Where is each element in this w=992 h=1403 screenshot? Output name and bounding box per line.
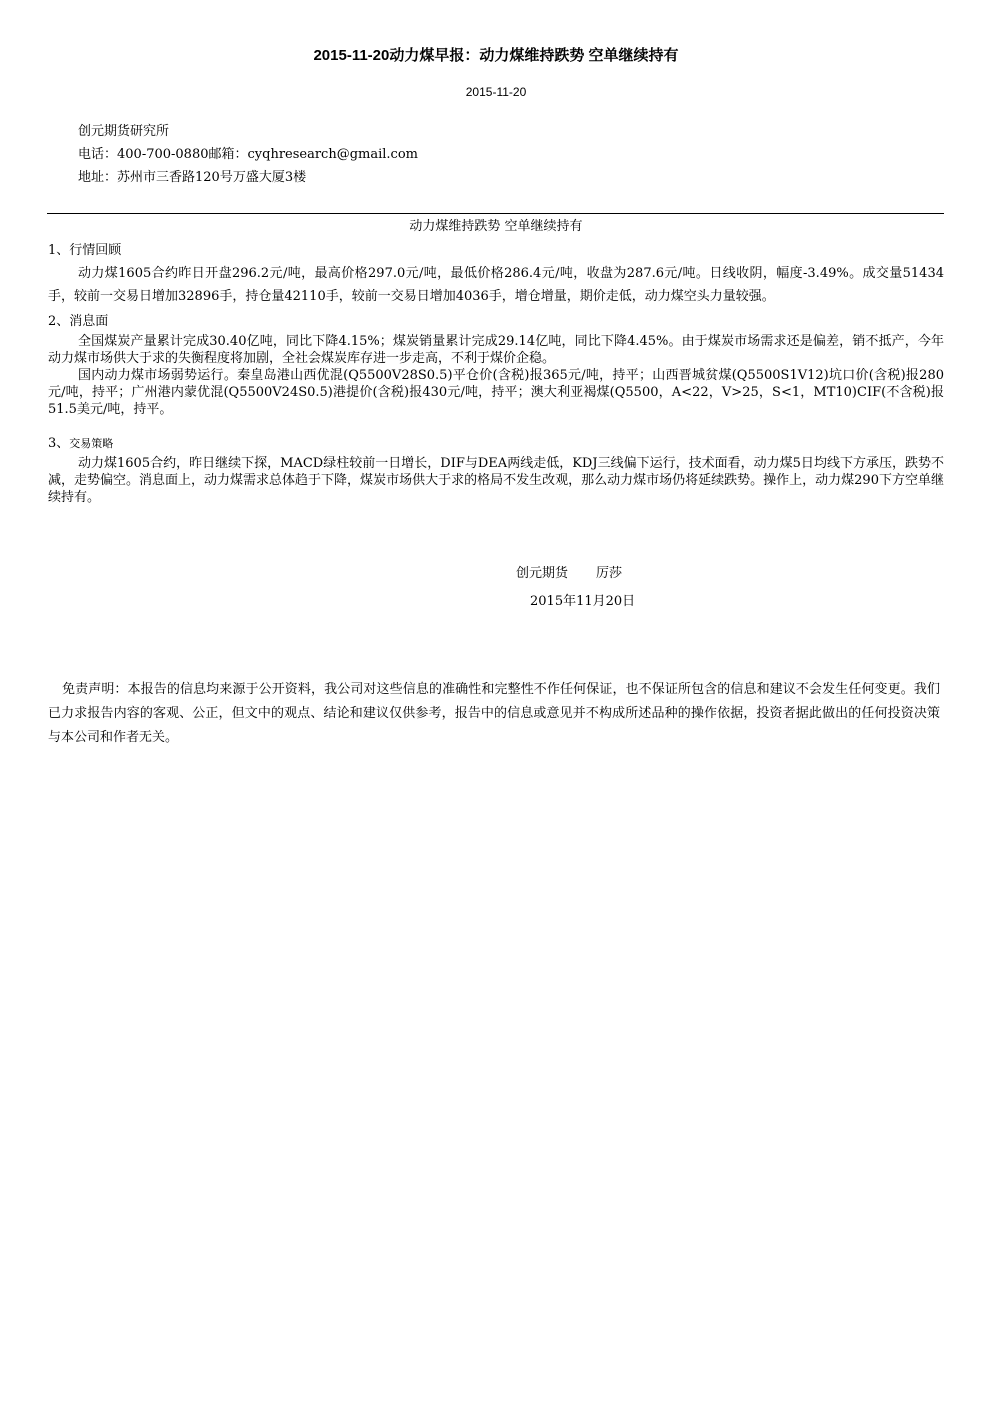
report-title: 2015-11-20动力煤早报：动力煤维持跌势 空单继续持有 <box>313 47 679 64</box>
news-paragraph-1: 全国煤炭产量累计完成30.40亿吨，同比下降4.15%；煤炭销量累计完成29.14亿吨，同比下降4.45%。由于煤炭市场需求还是偏差，销不抵产，今年动力煤市场供大于求的失衡程度将加剧，全社会煤炭库存进一步走高，不利于煤价企稳。 <box>48 334 944 366</box>
strategy-heading-text: 交易策略 <box>69 437 114 450</box>
section-heading-market: 1、行情回顾 <box>48 243 122 258</box>
phone-email-line: 电话：400-700-0880邮箱：cyqhresearch@gmail.com <box>78 147 418 162</box>
news-paragraph-2: 国内动力煤市场弱势运行。秦皇岛港山西优混(Q5500V28S0.5)平仓价(含税)报365元/吨，持平；山西晋城贫煤(Q5500S1V12)坑口价(含税)报280元/吨，持平；广州港内蒙优混(Q5500V24S0.5)港提价(含税)报430元/吨，持平；澳大利亚褐煤(Q5500，A<22，V>25，S<1，MT10)CIF(不含税)报51.5美元/吨，持平。 <box>48 368 944 417</box>
report-subtitle: 动力煤维持跌势 空单继续持有 <box>409 219 583 234</box>
signature-date: 2015年11月20日 <box>530 594 636 609</box>
report-date: 2015-11-20 <box>465 85 527 99</box>
market-review-paragraph: 动力煤1605合约昨日开盘296.2元/吨，最高价格297.0元/吨，最低价格286.4元/吨，收盘为287.6元/吨。日线收阴，幅度-3.49%。成交量51434手，较前一交易日增加32896手，持仓量42110手，较前一交易日增加4036手，增仓增量，期价走低，动力煤空头力量较强。 <box>48 266 944 304</box>
strategy-heading-number: 3、 <box>48 436 70 451</box>
org-name: 创元期货研究所 <box>78 124 170 139</box>
contact-block <box>78 120 418 189</box>
report-body <box>48 239 944 506</box>
address-line: 地址：苏州市三香路120号万盛大厦3楼 <box>78 170 307 185</box>
signature-line <box>516 560 635 588</box>
disclaimer-paragraph: 免责声明：本报告的信息均来源于公开资料，我公司对这些信息的准确性和完整性不作任何保证，也不保证所包含的信息和建议不会发生任何变更。我们已力求报告内容的客观、公正，但文中的观点、结论和建议仅供参考，报告中的信息或意见并不构成所述品种的操作依据，投资者据此做出的任何投资决策与本公司和作者无关。 <box>48 682 940 745</box>
section-heading-news: 2、消息面 <box>48 314 109 329</box>
signature-author: 厉莎 <box>596 566 623 581</box>
strategy-paragraph: 动力煤1605合约，昨日继续下探，MACD绿柱较前一日增长，DIF与DEA两线走低，KDJ三线偏下运行，技术面看，动力煤5日均线下方承压，跌势不减，走势偏空。消息面上，动力煤需求总体趋于下降，煤炭市场供大于求的格局不发生改观，那么动力煤市场仍将延续跌势。操作上，动力煤290下方空单继续持有。 <box>48 456 944 505</box>
header-divider <box>47 213 944 214</box>
signature-company: 创元期货 <box>516 566 569 581</box>
section-heading-strategy <box>48 432 944 455</box>
signature-block <box>516 560 635 616</box>
